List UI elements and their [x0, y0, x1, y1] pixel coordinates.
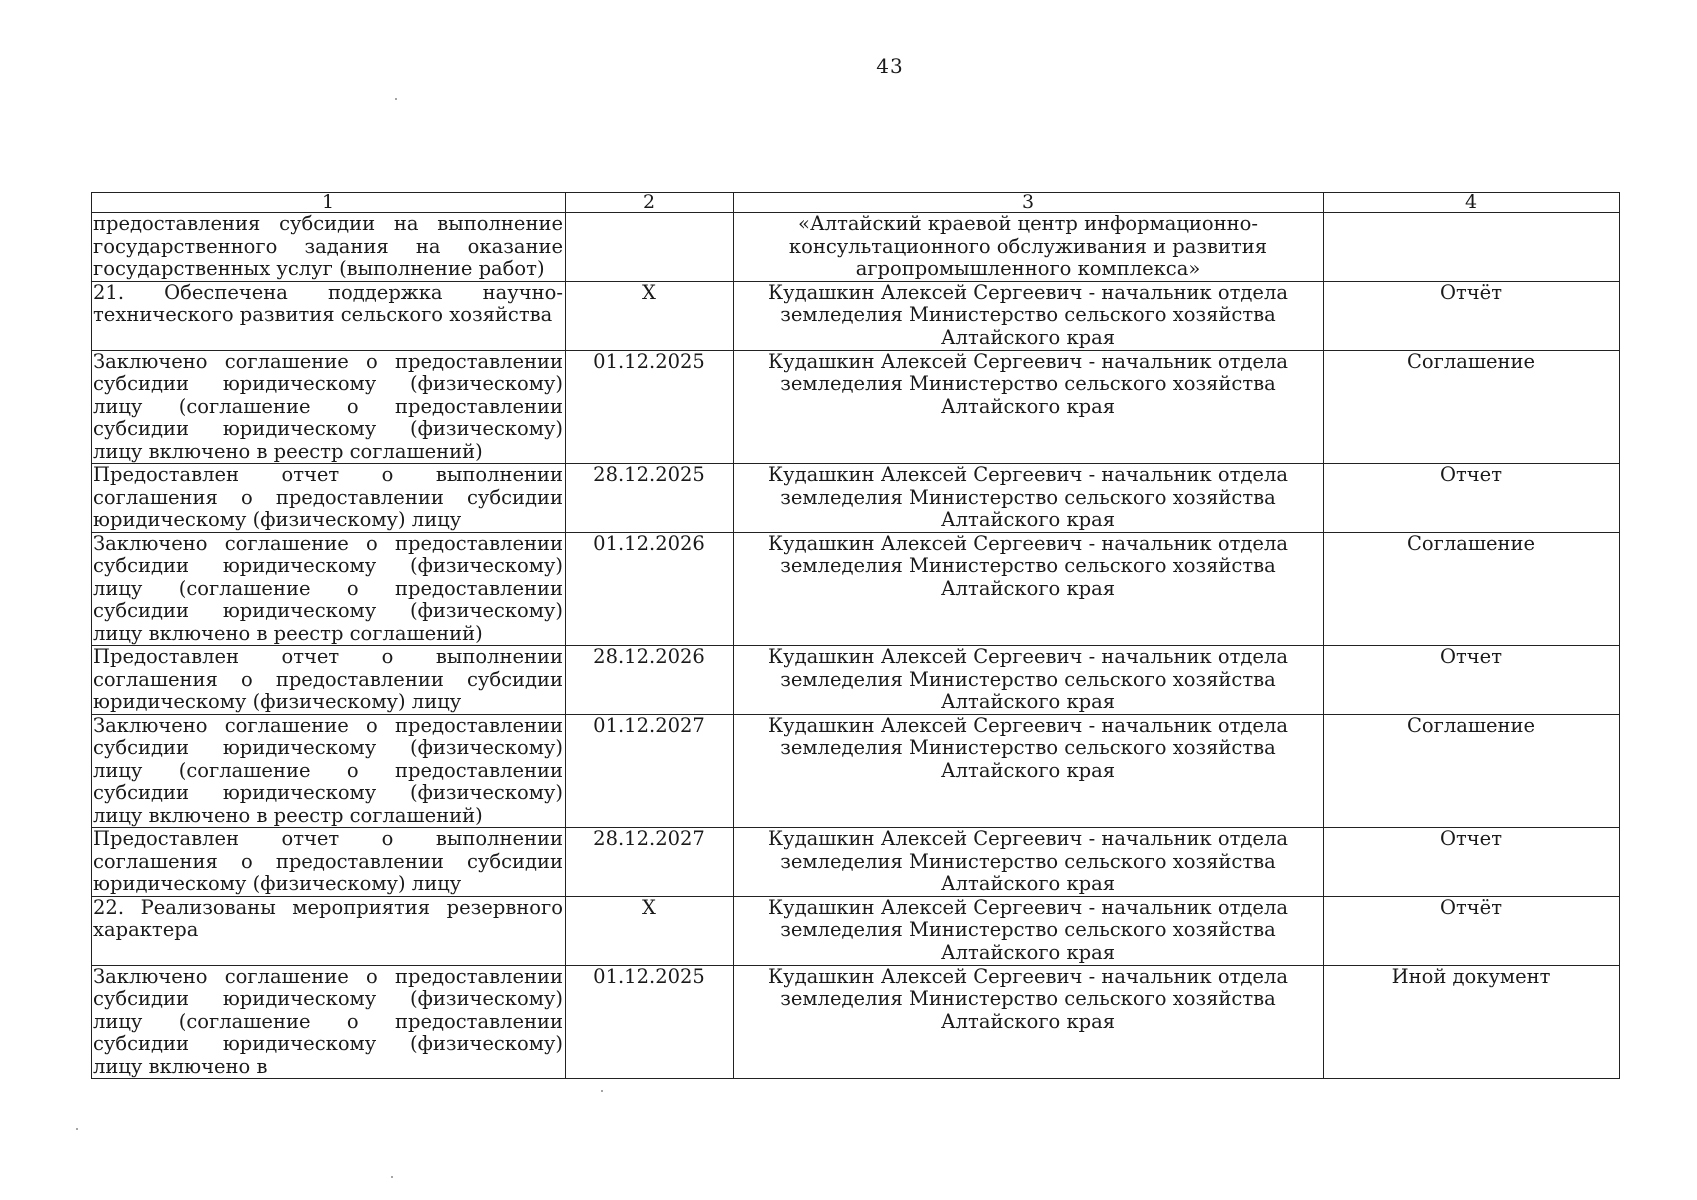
- deadline-cell: X: [566, 896, 734, 965]
- table-row: [92, 828, 1620, 897]
- activity-cell: 21. Обеспечена поддержка научно-технического развития сельского хозяйства: [92, 281, 566, 350]
- deadline-cell: 28.12.2025: [566, 464, 734, 533]
- scan-speck: [391, 1176, 393, 1178]
- scan-speck: [76, 1128, 78, 1130]
- header-cell-1: 1: [92, 193, 566, 213]
- document-cell: Соглашение: [1324, 714, 1620, 828]
- scan-speck: [395, 98, 397, 100]
- responsible-cell: Кудашкин Алексей Сергеевич - начальник отдела земледелия Министерство сельского хозяйства Алтайского края: [734, 828, 1324, 897]
- responsible-cell: Кудашкин Алексей Сергеевич - начальник отдела земледелия Министерство сельского хозяйства Алтайского края: [734, 714, 1324, 828]
- activity-cell: Заключено соглашение о предоставлении субсидии юридическому (физическому) лицу (соглашение о предоставлении субсидии юридическому (физическому) лицу включено в реестр соглашений): [92, 350, 566, 464]
- document-cell: Иной документ: [1324, 965, 1620, 1079]
- document-cell: Соглашение: [1324, 350, 1620, 464]
- table-row: [92, 464, 1620, 533]
- deadline-cell: X: [566, 281, 734, 350]
- table-header-row: [92, 193, 1620, 213]
- deadline-cell: 28.12.2026: [566, 646, 734, 715]
- responsible-cell: Кудашкин Алексей Сергеевич - начальник отдела земледелия Министерство сельского хозяйства Алтайского края: [734, 532, 1324, 646]
- table-row: [92, 213, 1620, 282]
- responsible-cell: Кудашкин Алексей Сергеевич - начальник отдела земледелия Министерство сельского хозяйства Алтайского края: [734, 965, 1324, 1079]
- document-cell: Отчет: [1324, 646, 1620, 715]
- results-table: [91, 192, 1620, 1079]
- deadline-cell: 01.12.2027: [566, 714, 734, 828]
- activity-cell: Заключено соглашение о предоставлении субсидии юридическому (физическому) лицу (соглашение о предоставлении субсидии юридическому (физическому) лицу включено в реестр соглашений): [92, 532, 566, 646]
- document-cell: Соглашение: [1324, 532, 1620, 646]
- table-row: [92, 532, 1620, 646]
- activity-cell: Предоставлен отчет о выполнении соглашения о предоставлении субсидии юридическому (физическому) лицу: [92, 646, 566, 715]
- page-number: 43: [876, 54, 904, 78]
- activity-cell: Предоставлен отчет о выполнении соглашения о предоставлении субсидии юридическому (физическому) лицу: [92, 828, 566, 897]
- responsible-cell: Кудашкин Алексей Сергеевич - начальник отдела земледелия Министерство сельского хозяйства Алтайского края: [734, 350, 1324, 464]
- table-row: [92, 896, 1620, 965]
- document-cell: Отчет: [1324, 464, 1620, 533]
- deadline-cell: 01.12.2025: [566, 350, 734, 464]
- activity-cell: Предоставлен отчет о выполнении соглашения о предоставлении субсидии юридическому (физическому) лицу: [92, 464, 566, 533]
- header-cell-3: 3: [734, 193, 1324, 213]
- document-cell: [1324, 213, 1620, 282]
- responsible-cell: Кудашкин Алексей Сергеевич - начальник отдела земледелия Министерство сельского хозяйства Алтайского края: [734, 464, 1324, 533]
- activity-cell: Заключено соглашение о предоставлении субсидии юридическому (физическому) лицу (соглашение о предоставлении субсидии юридическому (физическому) лицу включено в реестр соглашений): [92, 714, 566, 828]
- document-cell: Отчёт: [1324, 896, 1620, 965]
- table-row: [92, 281, 1620, 350]
- deadline-cell: [566, 213, 734, 282]
- deadline-cell: 01.12.2025: [566, 965, 734, 1079]
- activity-cell: 22. Реализованы мероприятия резервного характера: [92, 896, 566, 965]
- table-row: [92, 350, 1620, 464]
- document-cell: Отчет: [1324, 828, 1620, 897]
- table-row: [92, 965, 1620, 1079]
- deadline-cell: 01.12.2026: [566, 532, 734, 646]
- responsible-cell: Кудашкин Алексей Сергеевич - начальник отдела земледелия Министерство сельского хозяйства Алтайского края: [734, 896, 1324, 965]
- responsible-cell: Кудашкин Алексей Сергеевич - начальник отдела земледелия Министерство сельского хозяйства Алтайского края: [734, 646, 1324, 715]
- activity-cell: предоставления субсидии на выполнение государственного задания на оказание государственных услуг (выполнение работ): [92, 213, 566, 282]
- header-cell-2: 2: [566, 193, 734, 213]
- deadline-cell: 28.12.2027: [566, 828, 734, 897]
- responsible-cell: Кудашкин Алексей Сергеевич - начальник отдела земледелия Министерство сельского хозяйства Алтайского края: [734, 281, 1324, 350]
- table-row: [92, 714, 1620, 828]
- table-row: [92, 646, 1620, 715]
- scan-speck: [601, 1090, 603, 1092]
- responsible-cell: «Алтайский краевой центр информационно-консультационного обслуживания и развития агропромышленного комплекса»: [734, 213, 1324, 282]
- header-cell-4: 4: [1324, 193, 1620, 213]
- activity-cell: Заключено соглашение о предоставлении субсидии юридическому (физическому) лицу (соглашение о предоставлении субсидии юридическому (физическому) лицу включено в: [92, 965, 566, 1079]
- document-cell: Отчёт: [1324, 281, 1620, 350]
